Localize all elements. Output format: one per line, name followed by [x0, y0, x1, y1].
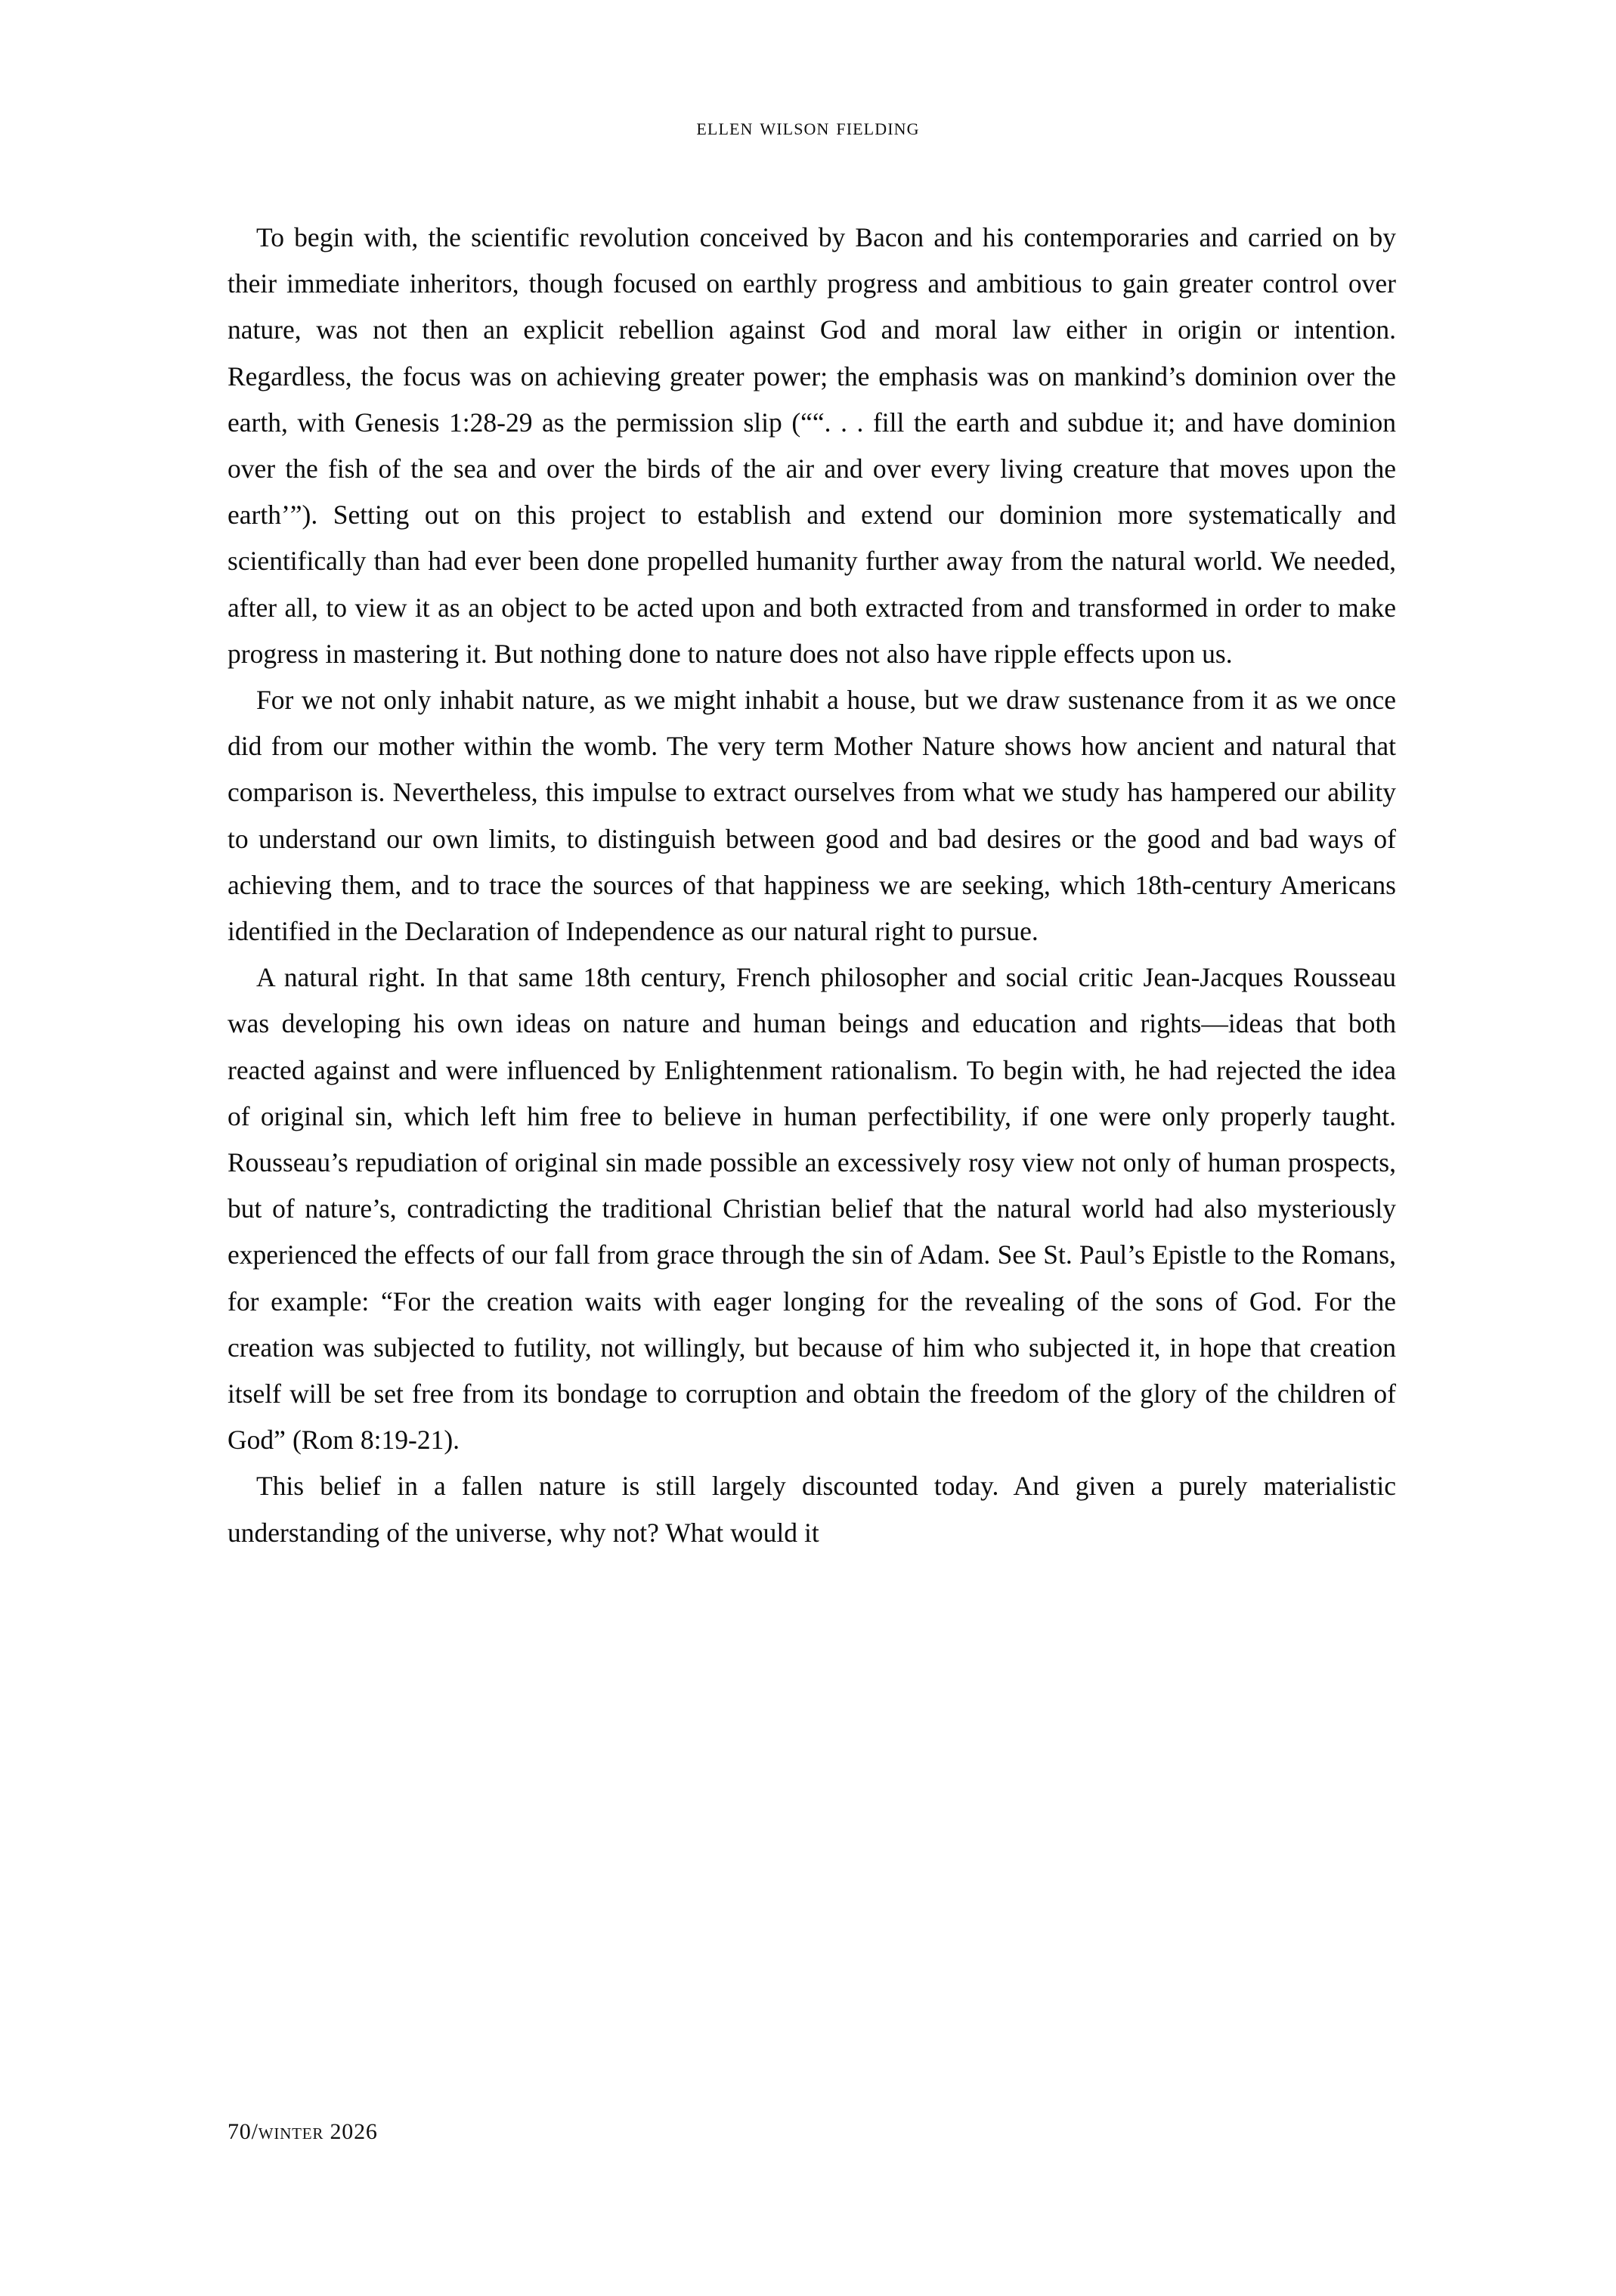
paragraph-inhabit-nature: For we not only inhabit nature, as we might inhabit a house, but we draw sustenance from it as we once did from our mother within the womb. The very term Mother Nature shows how ancient and natural that comparison is. Nevertheless, this impulse to extract ourselves from what we study has hampered our ability to understand our own limits, to distinguish between good and bad desires or the good and bad ways of achieving them, and to trace the sources of that happiness we are seeking, which 18th-century Americans identified in the Declaration of Independence as our natural right to pursue. — [228, 685, 1396, 947]
paragraph-fallen-nature: This belief in a fallen nature is still largely discounted today. And given a purely materialistic understanding of the universe, why not? What would it — [228, 1471, 1396, 1548]
page-folio: 70/winter 2026 — [228, 2119, 378, 2144]
running-head-author: ellen wilson fielding — [696, 113, 920, 140]
body-text-column — [228, 215, 1396, 1556]
paragraph-scientific-revolution: To begin with, the scientific revolution conceived by Bacon and his contemporaries and carried on by their immediate inheritors, though focused on earthly progress and ambitious to gain greater control over nature, was not then an explicit rebellion against God and moral law either in origin or intention. Regardless, the focus was on achieving greater power; the emphasis was on mankind’s dominion over the earth, with Genesis 1:28-29 as the permission slip (““. . . fill the earth and subdue it; and have dominion over the fish of the sea and over the birds of the air and over every living creature that moves upon the earth’”). Setting out on this project to establish and extend our dominion more systematically and scientifically than had ever been done propelled humanity further away from the natural world. We needed, after all, to view it as an object to be acted upon and both extracted from and transformed in order to make progress in mastering it. But nothing done to nature does not also have ripple effects upon us. — [228, 222, 1396, 669]
paragraph-natural-right: A natural right. In that same 18th century, French philosopher and social critic Jean-Jacques Rousseau was developing his own ideas on nature and human beings and education and rights—ideas that both reacted against and were influenced by Enlightenment rationalism. To begin with, he had rejected the idea of original sin, which left him free to believe in human perfectibility, if one were only properly taught. Rousseau’s repudiation of original sin made possible an excessively rosy view not only of human prospects, but of nature’s, contradicting the traditional Christian belief that the natural world had also mysteriously experienced the effects of our fall from grace through the sin of Adam. See St. Paul’s Epistle to the Romans, for example: “For the creation waits with eager longing for the revealing of the sons of God. For the creation was subjected to futility, not willingly, but because of him who subjected it, in hope that creation itself will be set free from its bondage to corruption and obtain the freedom of the glory of the children of God” (Rom 8:19-21). — [228, 962, 1396, 1456]
